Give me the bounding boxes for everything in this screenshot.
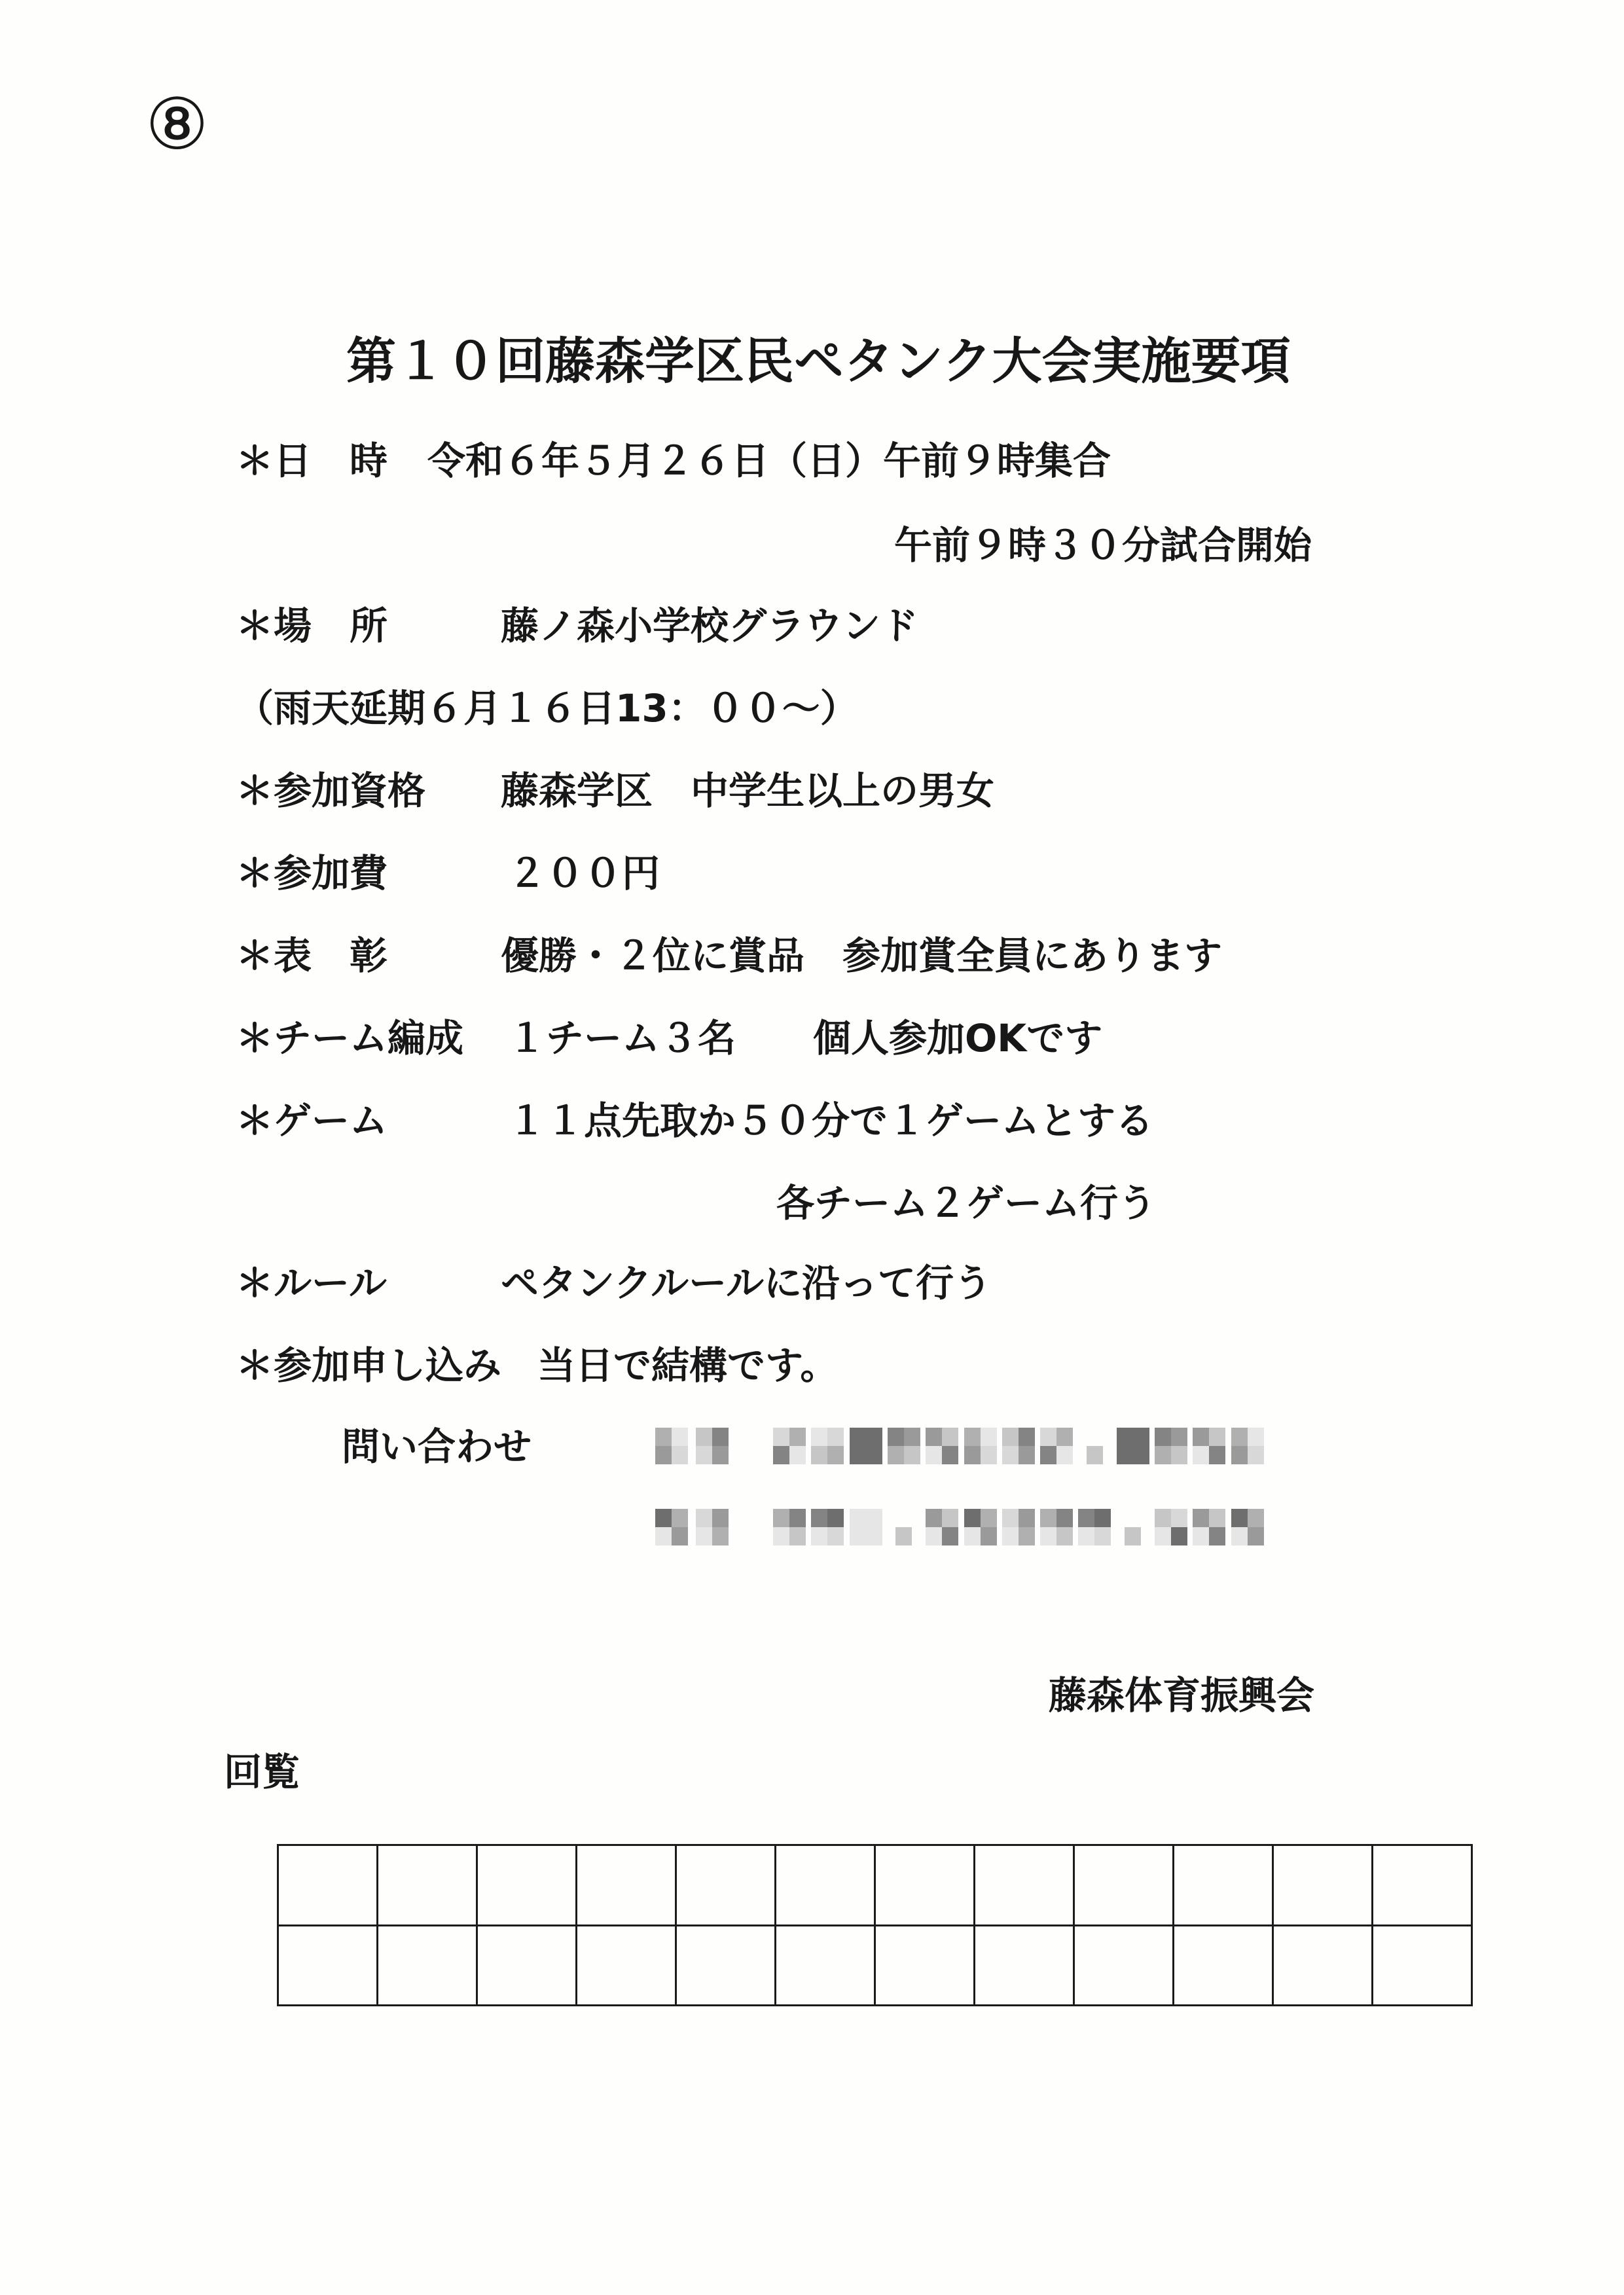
mosaic-block: [1171, 1509, 1187, 1527]
rain-date-note: （雨天延期６月１６日13：００～）: [236, 686, 858, 731]
awards-label: ＊表 彰: [236, 933, 388, 978]
mosaic-block: [964, 1527, 981, 1545]
place-value: 藤ノ森小学校グラウンド: [501, 604, 919, 648]
circulation-stamp-cell: [1174, 1845, 1273, 1926]
mosaic-block: [1078, 1509, 1094, 1527]
mosaic-block: [811, 1509, 827, 1527]
mosaic-block: [1117, 1428, 1133, 1446]
mosaic-block: [696, 1509, 712, 1527]
mosaic-block: [1248, 1509, 1264, 1527]
mosaic-block: [827, 1527, 844, 1545]
mosaic-block: [1019, 1446, 1035, 1464]
mosaic-block: [811, 1428, 827, 1446]
game-count-value: 各チーム２ゲーム行う: [776, 1181, 1157, 1225]
circulation-stamp-cell: [776, 1925, 875, 2006]
circulation-stamp-cell: [776, 1845, 875, 1926]
circulation-stamp-cell: [975, 1925, 1074, 2006]
mosaic-block: [1056, 1527, 1073, 1545]
mosaic-block: [1087, 1446, 1103, 1464]
circulation-stamp-cell: [1174, 1925, 1273, 2006]
redacted-contact-line: [655, 1426, 1271, 1466]
mosaic-block: [981, 1509, 997, 1527]
mosaic-block: [1117, 1446, 1133, 1464]
mosaic-block: [1231, 1446, 1248, 1464]
mosaic-block: [1193, 1428, 1209, 1446]
mosaic-block: [866, 1428, 882, 1446]
mosaic-block: [1171, 1446, 1187, 1464]
mosaic-block: [1133, 1428, 1149, 1446]
mosaic-block: [1155, 1509, 1171, 1527]
mosaic-block: [942, 1509, 958, 1527]
mosaic-block: [1078, 1527, 1094, 1545]
mosaic-block: [1019, 1428, 1035, 1446]
eligibility-label: ＊参加資格: [236, 768, 426, 813]
mosaic-block: [981, 1446, 997, 1464]
circulation-stamp-cell: [1074, 1925, 1174, 2006]
circulation-stamp-cell: [975, 1845, 1074, 1926]
mosaic-block: [773, 1509, 789, 1527]
organizer-name: 藤森体育振興会: [1049, 1673, 1315, 1718]
application-value: 当日で結構です。: [537, 1343, 839, 1388]
circulation-label: 回覧: [224, 1750, 300, 1794]
mosaic-block: [712, 1527, 729, 1545]
mosaic-block: [1231, 1428, 1248, 1446]
mosaic-block: [981, 1428, 997, 1446]
circulation-table-row: [278, 1845, 1472, 1926]
circulation-stamp-cell: [875, 1925, 975, 2006]
awards-value: 優勝・２位に賞品 参加賞全員にあります: [501, 933, 1223, 978]
circulation-stamp-cell: [577, 1845, 676, 1926]
mosaic-block: [1056, 1428, 1073, 1446]
mosaic-block: [1019, 1527, 1035, 1545]
mosaic-block: [1094, 1527, 1111, 1545]
mosaic-block: [942, 1527, 958, 1545]
mosaic-block: [1209, 1527, 1225, 1545]
mosaic-block: [789, 1428, 806, 1446]
mosaic-block: [942, 1446, 958, 1464]
mosaic-block: [1171, 1428, 1187, 1446]
mosaic-block: [850, 1509, 866, 1527]
mosaic-block: [773, 1527, 789, 1545]
rules-value: ペタンクルールに沿って行う: [501, 1261, 992, 1305]
circulation-stamp-cell: [875, 1845, 975, 1926]
mosaic-block: [1002, 1527, 1019, 1545]
game-label: ＊ゲーム: [236, 1098, 388, 1143]
mosaic-block: [1056, 1509, 1073, 1527]
mosaic-block: [1248, 1428, 1264, 1446]
mosaic-block: [773, 1446, 789, 1464]
mosaic-block: [789, 1509, 806, 1527]
document-title: 第１０回藤森学区民ペタンク大会実施要項: [346, 332, 1291, 390]
mosaic-block: [1056, 1446, 1073, 1464]
mosaic-block: [696, 1527, 712, 1545]
mosaic-block: [926, 1527, 942, 1545]
game-value: １１点先取か５０分で１ゲームとする: [508, 1098, 1154, 1143]
mosaic-block: [964, 1428, 981, 1446]
mosaic-block: [926, 1509, 942, 1527]
mosaic-block: [850, 1446, 866, 1464]
mosaic-block: [926, 1428, 942, 1446]
mosaic-block: [655, 1527, 672, 1545]
mosaic-block: [789, 1527, 806, 1545]
mosaic-block: [888, 1428, 904, 1446]
mosaic-block: [672, 1509, 688, 1527]
circulation-stamp-cell: [278, 1925, 378, 2006]
datetime-label: ＊日 時: [236, 439, 388, 483]
mosaic-block: [866, 1509, 882, 1527]
mosaic-block: [827, 1428, 844, 1446]
mosaic-block: [827, 1509, 844, 1527]
redacted-contact-line: [655, 1507, 1271, 1547]
circulation-stamp-cell: [1273, 1925, 1373, 2006]
mosaic-block: [1209, 1446, 1225, 1464]
circulation-stamp-cell: [477, 1845, 577, 1926]
mosaic-block: [1171, 1527, 1187, 1545]
mosaic-block: [981, 1527, 997, 1545]
mosaic-block: [1002, 1446, 1019, 1464]
mosaic-block: [827, 1446, 844, 1464]
mosaic-block: [895, 1527, 912, 1545]
mosaic-block: [866, 1527, 882, 1545]
mosaic-block: [964, 1446, 981, 1464]
mosaic-block: [850, 1527, 866, 1545]
circulation-stamp-cell: [378, 1845, 477, 1926]
mosaic-block: [811, 1446, 827, 1464]
mosaic-block: [712, 1428, 729, 1446]
mosaic-block: [1193, 1527, 1209, 1545]
eligibility-value: 藤森学区 中学生以上の男女: [501, 768, 995, 813]
circulation-stamp-cell: [378, 1925, 477, 2006]
application-label: ＊参加申し込み: [236, 1343, 502, 1388]
circulation-stamp-table: [277, 1844, 1473, 2006]
teams-label: ＊チーム編成: [236, 1016, 464, 1060]
mosaic-block: [926, 1446, 942, 1464]
mosaic-block: [811, 1527, 827, 1545]
mosaic-block: [1040, 1527, 1056, 1545]
mosaic-block: [1002, 1428, 1019, 1446]
circulation-stamp-cell: [676, 1845, 776, 1926]
mosaic-block: [1040, 1509, 1056, 1527]
circulation-stamp-cell: [577, 1925, 676, 2006]
mosaic-block: [888, 1446, 904, 1464]
mosaic-block: [655, 1446, 672, 1464]
mosaic-block: [1002, 1509, 1019, 1527]
datetime-start-value: 午前９時３０分試合開始: [894, 523, 1312, 568]
rules-label: ＊ルール: [236, 1261, 387, 1305]
mosaic-block: [866, 1446, 882, 1464]
mosaic-block: [1209, 1509, 1225, 1527]
mosaic-block: [672, 1446, 688, 1464]
circulation-stamp-cell: [1373, 1925, 1472, 2006]
mosaic-block: [655, 1428, 672, 1446]
datetime-value: 令和６年５月２６日（日）午前９時集合: [427, 439, 1111, 483]
mosaic-block: [1193, 1509, 1209, 1527]
mosaic-block: [789, 1446, 806, 1464]
mosaic-block: [1155, 1428, 1171, 1446]
circulation-stamp-cell: [1273, 1845, 1373, 1926]
mosaic-block: [1209, 1428, 1225, 1446]
mosaic-block: [712, 1446, 729, 1464]
page-number-marker: ⑧: [145, 84, 209, 166]
circulation-stamp-cell: [1373, 1845, 1472, 1926]
fee-value: ２００円: [508, 851, 660, 895]
mosaic-block: [773, 1428, 789, 1446]
place-label: ＊場 所: [236, 604, 388, 648]
mosaic-block: [655, 1509, 672, 1527]
mosaic-block: [904, 1428, 920, 1446]
mosaic-block: [1125, 1527, 1141, 1545]
mosaic-block: [1155, 1446, 1171, 1464]
circulation-stamp-cell: [477, 1925, 577, 2006]
mosaic-block: [672, 1527, 688, 1545]
mosaic-block: [672, 1428, 688, 1446]
contact-label: 問い合わせ: [342, 1424, 532, 1469]
mosaic-block: [696, 1446, 712, 1464]
fee-label: ＊参加費: [236, 851, 388, 895]
teams-value: １チーム３名: [508, 1016, 736, 1060]
circulation-stamp-cell: [278, 1845, 378, 1926]
mosaic-block: [1248, 1527, 1264, 1545]
mosaic-block: [1248, 1446, 1264, 1464]
circulation-stamp-cell: [1074, 1845, 1174, 1926]
mosaic-block: [1040, 1428, 1056, 1446]
mosaic-block: [1094, 1509, 1111, 1527]
mosaic-block: [1155, 1527, 1171, 1545]
teams-individual-value: 個人参加OKです: [813, 1016, 1103, 1060]
mosaic-block: [1133, 1446, 1149, 1464]
mosaic-block: [1231, 1509, 1248, 1527]
mosaic-block: [696, 1428, 712, 1446]
mosaic-block: [1193, 1446, 1209, 1464]
mosaic-block: [1040, 1446, 1056, 1464]
mosaic-block: [942, 1428, 958, 1446]
circulation-stamp-cell: [676, 1925, 776, 2006]
mosaic-block: [712, 1509, 729, 1527]
mosaic-block: [1019, 1509, 1035, 1527]
mosaic-block: [964, 1509, 981, 1527]
mosaic-block: [850, 1428, 866, 1446]
circulation-table-row: [278, 1925, 1472, 2006]
mosaic-block: [1231, 1527, 1248, 1545]
mosaic-block: [904, 1446, 920, 1464]
